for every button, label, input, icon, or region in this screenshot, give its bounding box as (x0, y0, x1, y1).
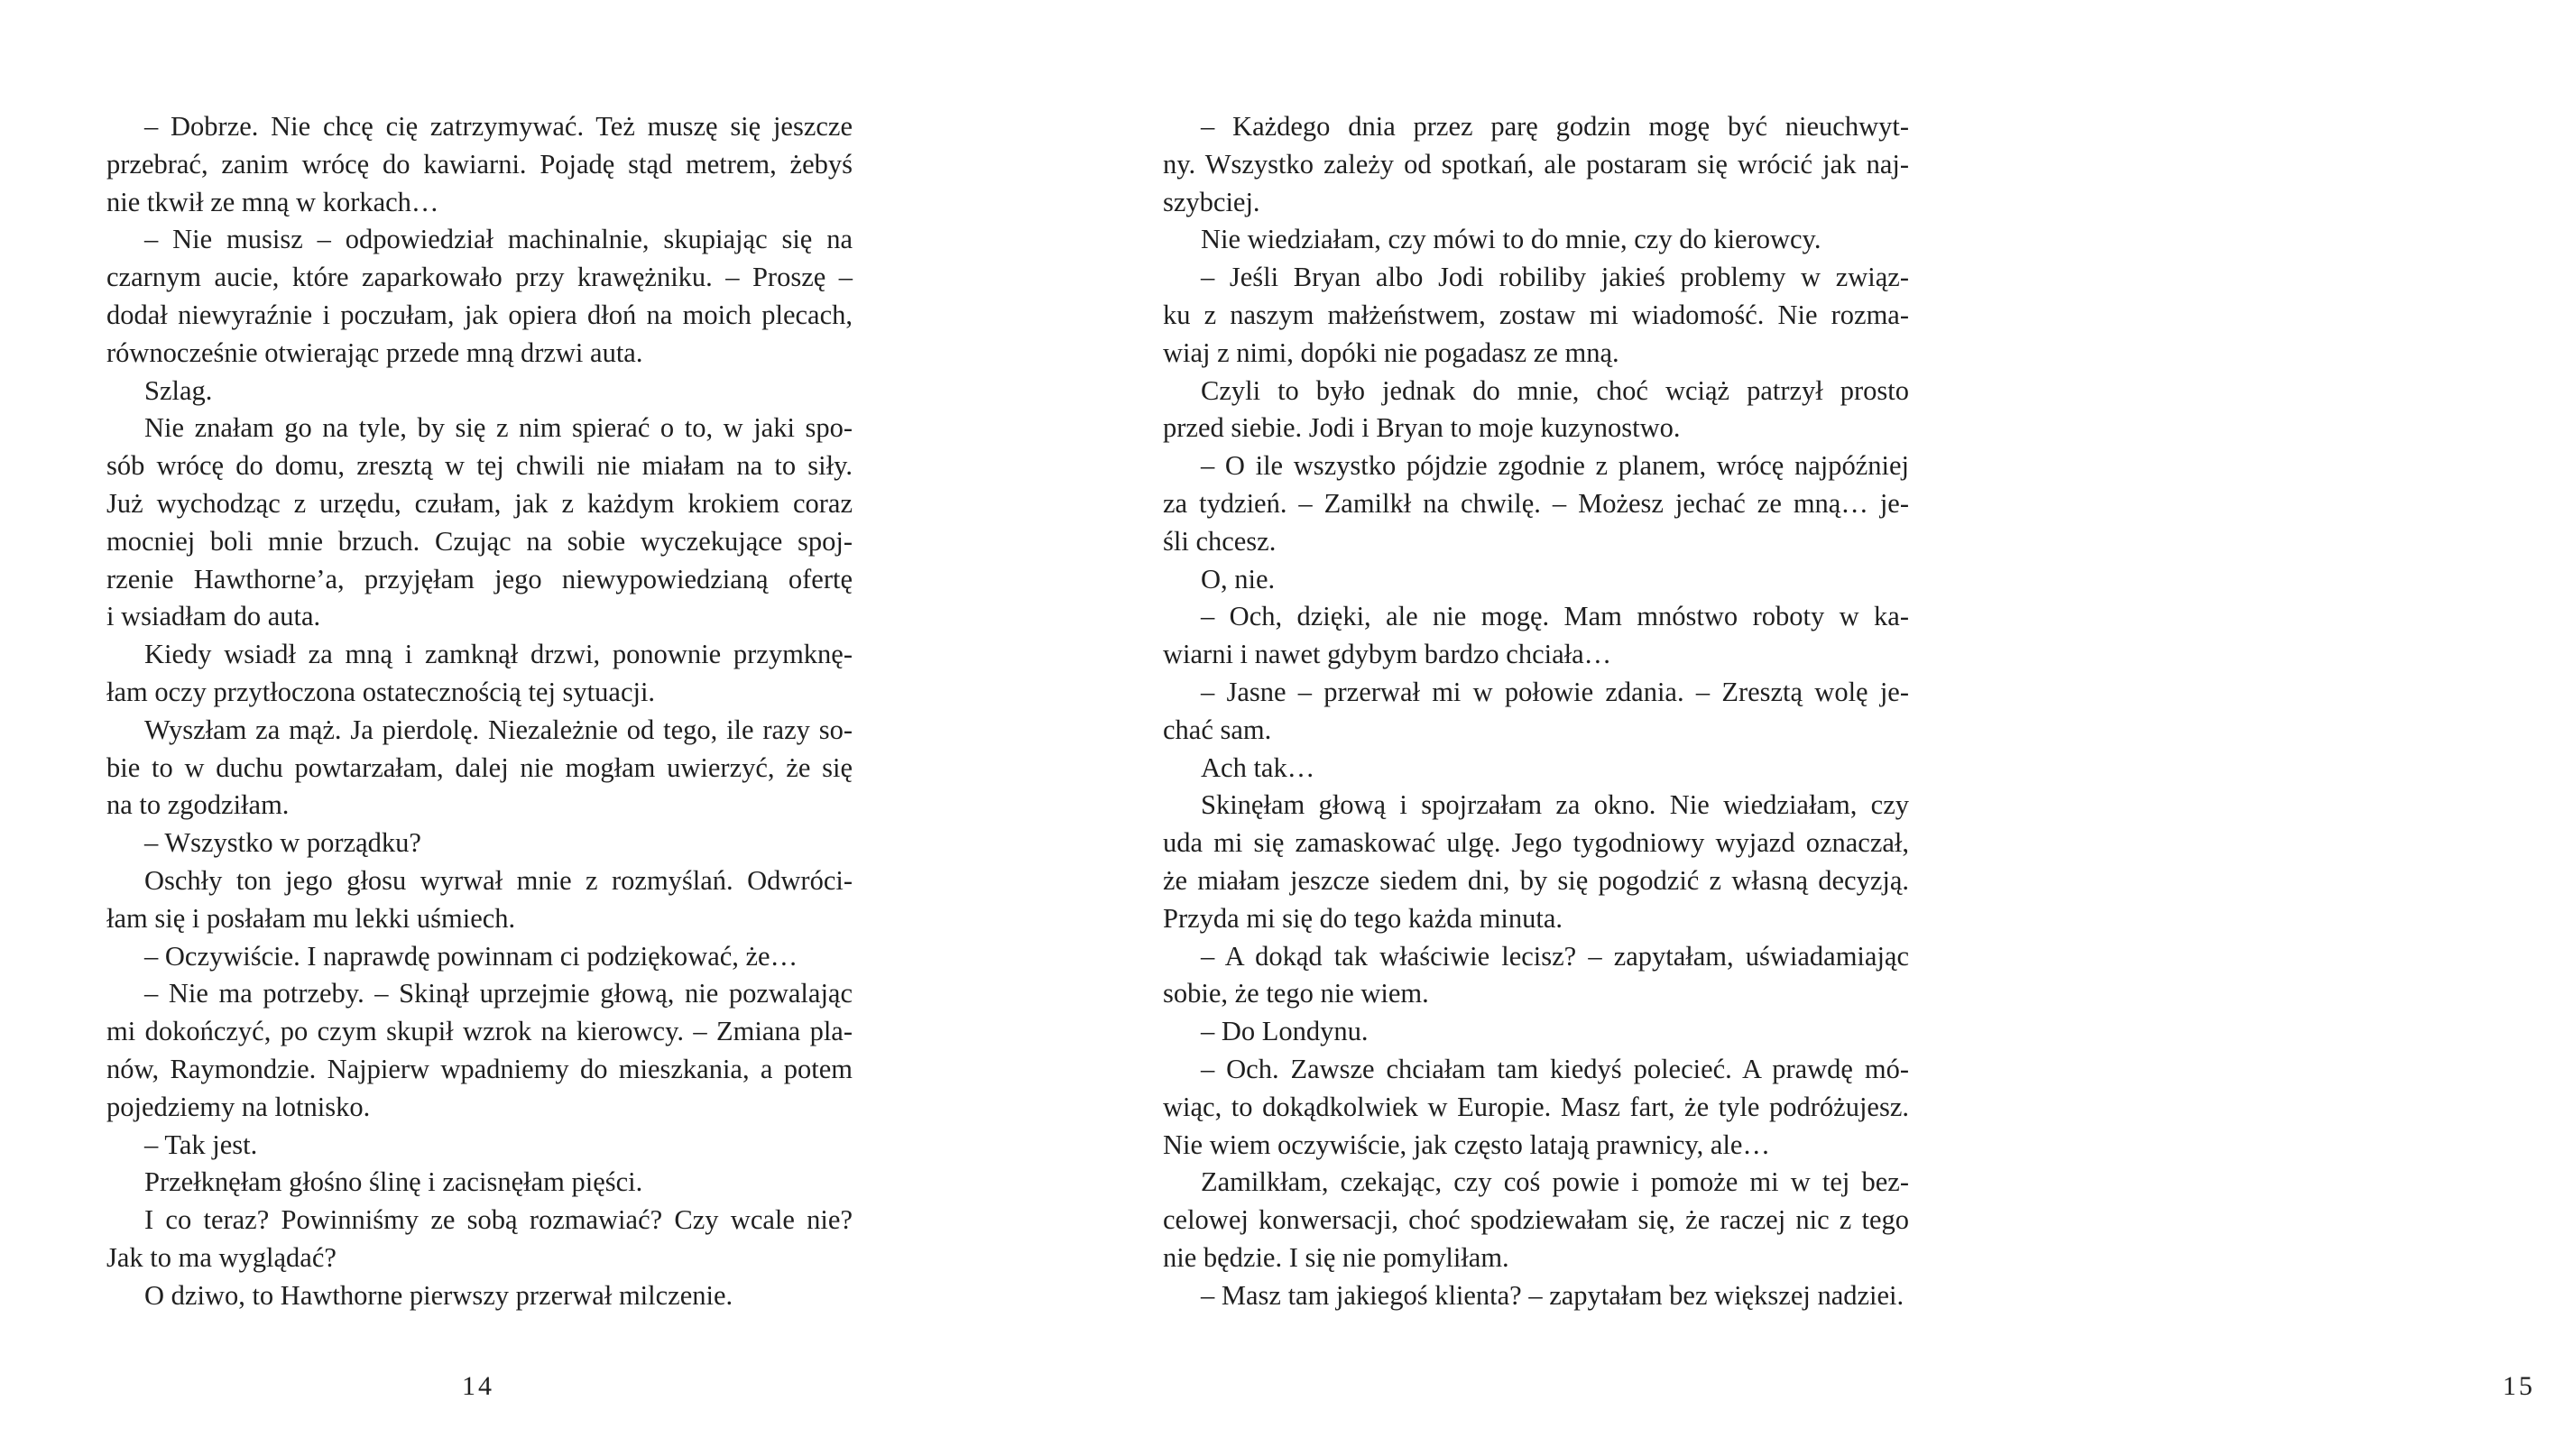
text-line: O dziwo, to Hawthorne pierwszy przerwał milczenie. (144, 1279, 733, 1311)
right-page (994, 0, 2535, 1456)
text-line: celowej konwersacji, choć spodziewałam się, że raczej nic z tego (1163, 1204, 1909, 1236)
text-line: chać sam. (1163, 714, 1272, 745)
text-line: Nie wiedziałam, czy mówi to do mnie, czy do kierowcy. (1201, 224, 1821, 255)
text-line: wiąc, to dokądkolwiek w Europie. Masz fart, że tyle podróżujesz. (1163, 1091, 1909, 1122)
text-line: za tydzień. – Zamilkł na chwilę. – Możesz jechać ze mną… je- (1163, 487, 1909, 519)
text-line: mi dokończyć, po czym skupił wzrok na kierowcy. – Zmiana pla- (106, 1016, 853, 1047)
text-line: Kiedy wsiadł za mną i zamknął drzwi, ponownie przymknę- (144, 639, 853, 670)
text-line: Jak to ma wyglądać? (106, 1241, 337, 1273)
text-line: – O ile wszystko pójdzie zgodnie z planem, wrócę najpóźniej (1201, 450, 1909, 482)
right-page-text (1163, 108, 1909, 1315)
text-line: Przełknęłam głośno ślinę i zacisnęłam pięści. (144, 1166, 643, 1198)
text-line: Skinęłam głową i spojrzałam za okno. Nie wiedziałam, czy (1201, 789, 1909, 821)
text-line: Zamilkłam, czekając, czy coś powie i pomoże mi w tej bez- (1201, 1166, 1909, 1198)
text-line: – Nie ma potrzeby. – Skinął uprzejmie głową, nie pozwalając (144, 978, 853, 1009)
text-line: sobie, że tego nie wiem. (1163, 978, 1429, 1009)
text-line: czarnym aucie, które zaparkowało przy krawężniku. – Proszę – (106, 262, 853, 293)
text-line: – Dobrze. Nie chcę cię zatrzymywać. Też muszę się jeszcze (144, 111, 853, 142)
text-line: przebrać, zanim wrócę do kawiarni. Pojadę stąd metrem, żebyś (106, 148, 853, 180)
text-line: bie to w duchu powtarzałam, dalej nie mogłam uwierzyć, że się (106, 751, 853, 783)
text-line: – Tak jest. (144, 1129, 258, 1160)
text-line: łam się i posłałam mu lekki uśmiech. (106, 902, 516, 934)
text-line: Nie wiem oczywiście, jak często latają prawnicy, ale… (1163, 1129, 1770, 1160)
text-line: wiaj z nimi, dopóki nie pogadasz ze mną. (1163, 336, 1619, 368)
text-line: – Oczywiście. I naprawdę powinnam ci podziękować, że… (144, 940, 798, 972)
text-line: Już wychodząc z urzędu, czułam, jak z każdym krokiem coraz (106, 487, 853, 519)
text-line: sób wrócę do domu, zresztą w tej chwili nie miałam na to siły. (106, 450, 853, 482)
left-page (0, 0, 994, 1456)
text-line: Przyda mi się do tego każda minuta. (1163, 902, 1563, 934)
text-line: Nie znałam go na tyle, by się z nim spierać o to, w jaki spo- (144, 412, 853, 444)
text-line: Szlag. (144, 374, 213, 406)
text-line: pojedziemy na lotnisko. (106, 1091, 371, 1122)
text-line: – Och. Zawsze chciałam tam kiedyś polecieć. A prawdę mó- (1201, 1053, 1909, 1084)
text-line: nie tkwił ze mną w korkach… (106, 186, 439, 217)
text-line: nie będzie. I się nie pomyliłam. (1163, 1241, 1509, 1273)
text-line: – Do Londynu. (1201, 1016, 1369, 1047)
text-line: – A dokąd tak właściwie lecisz? – zapytałam, uświadamiając (1201, 940, 1909, 972)
text-line: śli chcesz. (1163, 525, 1277, 557)
text-line: przed siebie. Jodi i Bryan to moje kuzynostwo. (1163, 412, 1681, 444)
text-line: Oschły ton jego głosu wyrwał mnie z rozmyślań. Odwróci- (144, 864, 853, 896)
text-line: szybciej. (1163, 186, 1260, 217)
left-page-number: 14 (462, 1371, 494, 1401)
text-line: – Masz tam jakiegoś klienta? – zapytałam bez większej nadziei. (1201, 1279, 1904, 1311)
text-line: rzenie Hawthorne’a, przyjęłam jego niewypowiedzianą ofertę (106, 563, 853, 594)
text-line: że miałam jeszcze siedem dni, by się pogodzić z własną decyzją. (1163, 864, 1909, 896)
text-line: – Nie musisz – odpowiedział machinalnie, skupiając się na (144, 224, 853, 255)
text-line: O, nie. (1201, 563, 1276, 594)
text-line: ku z naszym małżeństwem, zostaw mi wiadomość. Nie rozma- (1163, 299, 1909, 330)
text-line: – Och, dzięki, ale nie mogę. Mam mnóstwo roboty w ka- (1201, 601, 1909, 632)
text-line: na to zgodziłam. (106, 789, 290, 821)
text-line: – Każdego dnia przez parę godzin mogę być nieuchwyt- (1201, 111, 1909, 142)
text-line: Wyszłam za mąż. Ja pierdolę. Niezależnie od tego, ile razy so- (144, 714, 853, 745)
text-line: łam oczy przytłoczona ostatecznością tej sytuacji. (106, 676, 656, 707)
text-line: i wsiadłam do auta. (106, 601, 321, 632)
text-line: mocniej boli mnie brzuch. Czując na sobie wyczekujące spoj- (106, 525, 853, 557)
left-page-text (106, 108, 853, 1315)
text-line: – Jasne – przerwał mi w połowie zdania. – Zresztą wolę je- (1201, 676, 1909, 707)
right-page-number: 15 (2503, 1371, 2535, 1401)
text-line: dodał niewyraźnie i poczułam, jak opiera dłoń na moich plecach, (106, 299, 853, 330)
text-line: nów, Raymondzie. Najpierw wpadniemy do mieszkania, a potem (106, 1053, 853, 1084)
text-line: Czyli to było jednak do mnie, choć wciąż patrzył prosto (1201, 374, 1909, 406)
text-line: – Wszystko w porządku? (144, 827, 421, 859)
text-line: I co teraz? Powinniśmy ze sobą rozmawiać? Czy wcale nie? (144, 1204, 853, 1236)
text-line: równocześnie otwierając przede mną drzwi auta. (106, 336, 643, 368)
text-line: uda mi się zamaskować ulgę. Jego tygodniowy wyjazd oznaczał, (1163, 827, 1909, 859)
text-line: Ach tak… (1201, 751, 1315, 783)
text-line: ny. Wszystko zależy od spotkań, ale postaram się wrócić jak naj- (1163, 148, 1909, 180)
text-line: wiarni i nawet gdybym bardzo chciała… (1163, 639, 1612, 670)
text-line: – Jeśli Bryan albo Jodi robiliby jakieś problemy w związ- (1201, 262, 1909, 293)
